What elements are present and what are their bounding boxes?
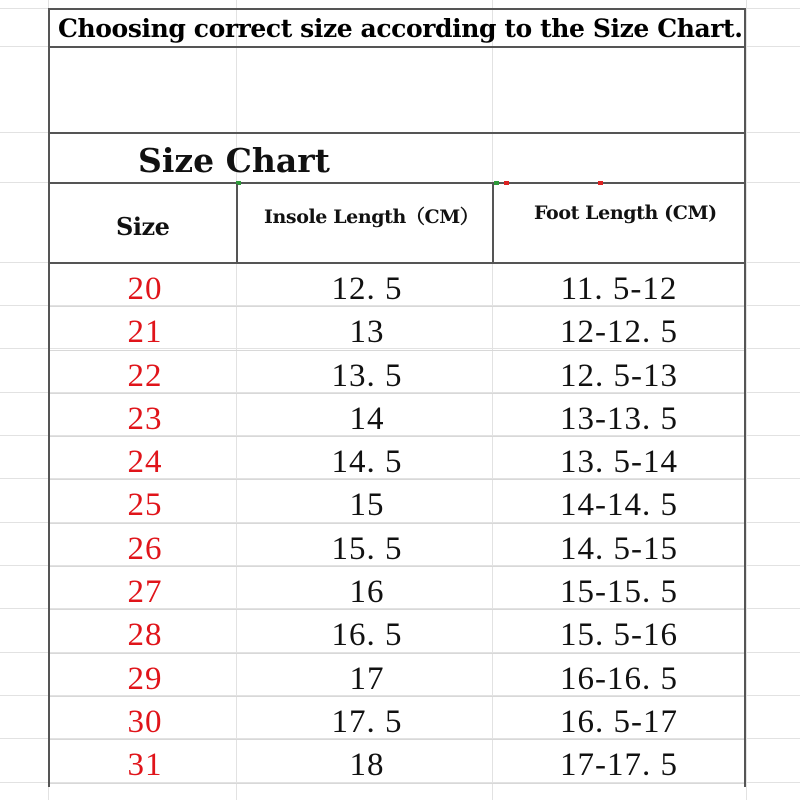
table-row bbox=[50, 610, 744, 653]
cell-comment-marker bbox=[598, 181, 603, 185]
header-foot-length: Foot Length (CM) bbox=[534, 202, 717, 224]
foot-length-cell: 14. 5-15 bbox=[560, 530, 678, 567]
table-row bbox=[50, 567, 744, 610]
size-cell: 20 bbox=[127, 271, 163, 307]
foot-length-cell: 11. 5-12 bbox=[560, 271, 678, 307]
foot-length-cell: 13-13. 5 bbox=[560, 400, 678, 437]
size-table-body bbox=[50, 264, 744, 784]
table-row bbox=[50, 394, 744, 437]
insole-length-cell: 18 bbox=[349, 747, 385, 784]
foot-length-cell: 15-15. 5 bbox=[560, 574, 678, 611]
table-header bbox=[50, 184, 744, 264]
table-row bbox=[50, 264, 744, 307]
foot-length-cell: 17-17. 5 bbox=[560, 747, 678, 784]
insole-length-cell: 17. 5 bbox=[331, 703, 403, 740]
foot-length-cell: 12. 5-13 bbox=[560, 357, 678, 394]
size-cell: 21 bbox=[127, 314, 163, 351]
chart-title: Size Chart bbox=[138, 141, 330, 180]
header-insole-length: Insole Length（CM） bbox=[264, 206, 479, 228]
column-divider bbox=[492, 184, 494, 264]
foot-length-cell: 13. 5-14 bbox=[560, 444, 678, 481]
size-chart-sheet bbox=[48, 8, 746, 787]
cell-comment-marker bbox=[494, 181, 499, 185]
size-cell: 29 bbox=[127, 660, 163, 697]
table-row bbox=[50, 654, 744, 697]
insole-length-cell: 15. 5 bbox=[331, 530, 403, 567]
insole-length-cell: 12. 5 bbox=[331, 271, 403, 307]
table-row bbox=[50, 740, 744, 783]
size-cell: 24 bbox=[127, 444, 163, 481]
insole-length-cell: 14 bbox=[349, 400, 385, 437]
size-cell: 30 bbox=[127, 703, 163, 740]
insole-length-cell: 15 bbox=[349, 487, 385, 524]
foot-length-cell: 12-12. 5 bbox=[560, 314, 678, 351]
table-row bbox=[50, 437, 744, 480]
chart-heading-row bbox=[50, 134, 744, 184]
cell-comment-marker bbox=[504, 181, 509, 185]
size-cell: 28 bbox=[127, 617, 163, 654]
column-divider bbox=[236, 184, 238, 264]
notice-row bbox=[50, 10, 744, 48]
size-cell: 31 bbox=[127, 747, 163, 784]
size-cell: 27 bbox=[127, 574, 163, 611]
table-row bbox=[50, 524, 744, 567]
header-size: Size bbox=[116, 212, 170, 241]
size-cell: 23 bbox=[127, 400, 163, 437]
table-row bbox=[50, 480, 744, 523]
table-row bbox=[50, 307, 744, 350]
table-row bbox=[50, 697, 744, 740]
foot-length-cell: 16. 5-17 bbox=[560, 703, 678, 740]
foot-length-cell: 16-16. 5 bbox=[560, 660, 678, 697]
size-cell: 25 bbox=[127, 487, 163, 524]
insole-length-cell: 16. 5 bbox=[331, 617, 403, 654]
insole-length-cell: 13 bbox=[349, 314, 385, 351]
blank-row bbox=[50, 48, 744, 134]
foot-length-cell: 15. 5-16 bbox=[560, 617, 678, 654]
insole-length-cell: 16 bbox=[349, 574, 385, 611]
size-cell: 22 bbox=[127, 357, 163, 394]
notice-text: Choosing correct size according to the Size Chart. bbox=[58, 14, 743, 43]
insole-length-cell: 13. 5 bbox=[331, 357, 403, 394]
insole-length-cell: 17 bbox=[349, 660, 385, 697]
gridline bbox=[746, 0, 747, 800]
foot-length-cell: 14-14. 5 bbox=[560, 487, 678, 524]
table-row bbox=[50, 351, 744, 394]
size-cell: 26 bbox=[127, 530, 163, 567]
insole-length-cell: 14. 5 bbox=[331, 444, 403, 481]
